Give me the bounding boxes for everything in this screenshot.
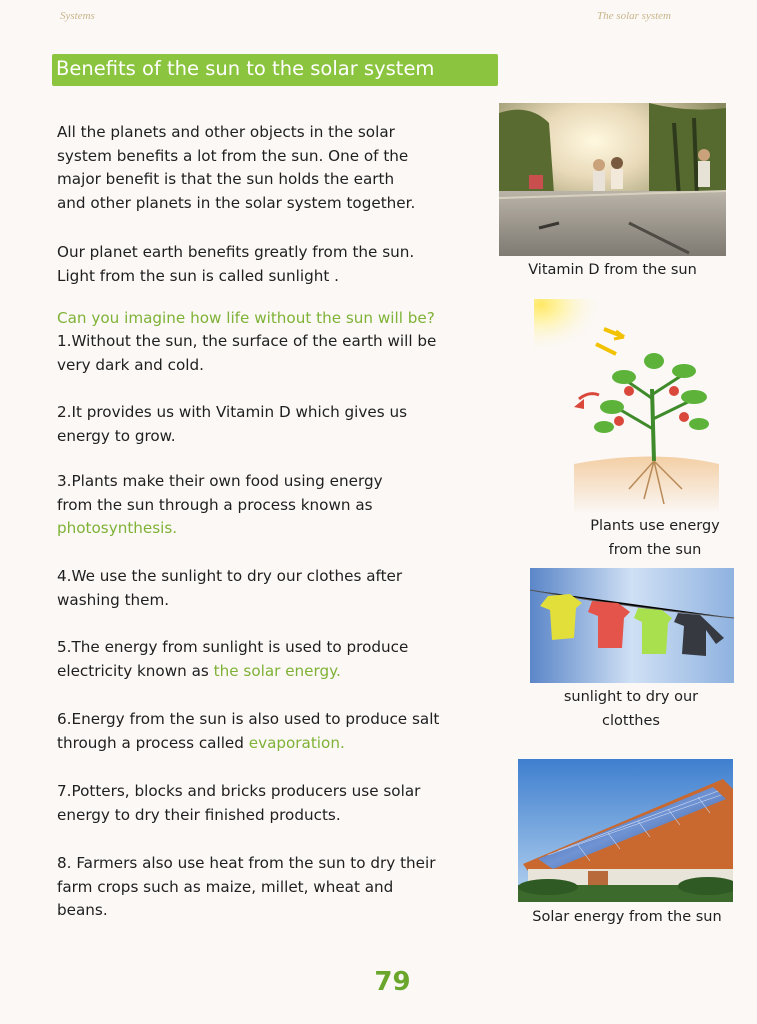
plant-illustration [534, 299, 724, 514]
point-line: 7.Potters, blocks and bricks producers use solar [57, 782, 421, 800]
point-term: evaporation. [248, 733, 345, 752]
point-line: energy to grow. [57, 426, 176, 445]
caption-line: Plants use energy [590, 518, 720, 534]
intro-line: All the planets and other objects in the solar [57, 123, 395, 141]
point-line: washing them. [57, 590, 170, 609]
intro-line: system benefits a lot from the sun. One of the [57, 146, 409, 165]
intro-paragraph-2 [57, 241, 414, 288]
caption-line: clotthes [602, 713, 660, 729]
clothesline-photo [530, 568, 734, 683]
clothes-caption [545, 685, 717, 733]
point-line [57, 732, 439, 756]
point-line: 4.We use the sunlight to dry our clothes after [57, 567, 403, 585]
benefit-point-1 [57, 330, 436, 377]
point-line: 3.Plants make their own food using energy [57, 472, 383, 490]
point-line: from the sun through a process known as [57, 495, 373, 514]
header-right: The solar system [597, 10, 671, 22]
question-line: Can you imagine how life without the sun will be? [57, 309, 435, 327]
page-title: Benefits of the sun to the solar system [56, 57, 435, 80]
solar-caption: Solar energy from the sun [532, 909, 722, 925]
benefit-point-3 [57, 470, 383, 541]
point-line: 6.Energy from the sun is also used to produce salt [57, 710, 440, 728]
point-term: the solar energy. [213, 661, 341, 680]
solar-panel-photo [518, 759, 733, 902]
vitamin-d-caption: Vitamin D from the sun [528, 262, 697, 278]
point-line: 1.Without the sun, the surface of the earth will be [57, 332, 437, 350]
intro-line: major benefit is that the sun holds the earth [57, 170, 395, 188]
point-line: energy to dry their finished products. [57, 805, 341, 824]
point-line: 2.It provides us with Vitamin D which gives us [57, 403, 408, 421]
benefit-point-6 [57, 708, 439, 755]
intro-line: Light from the sun is called sunlight . [57, 266, 339, 285]
point-text: electricity known as [57, 661, 214, 680]
point-line: 8. Farmers also use heat from the sun to dry their [57, 854, 436, 872]
header-left: Systems [60, 10, 95, 22]
benefit-point-4 [57, 565, 402, 612]
vitamin-d-photo [499, 103, 726, 256]
point-line: beans. [57, 901, 108, 919]
title-banner [52, 54, 498, 86]
point-line: farm crops such as maize, millet, wheat and [57, 877, 394, 896]
intro-paragraph [57, 121, 415, 215]
plants-caption [575, 514, 735, 562]
point-line: 5.The energy from sunlight is used to produce [57, 638, 409, 656]
caption-line: from the sun [608, 542, 702, 558]
benefit-point-5 [57, 636, 408, 683]
benefit-point-7 [57, 780, 420, 827]
page-number: 79 [374, 967, 411, 997]
point-term: photosynthesis. [57, 519, 178, 537]
benefit-point-8 [57, 852, 435, 923]
point-text: through a process called [57, 733, 249, 752]
point-line: very dark and cold. [57, 355, 204, 374]
intro-line: Our planet earth benefits greatly from the sun. [57, 243, 415, 261]
caption-line: sunlight to dry our [563, 689, 699, 705]
benefit-point-2 [57, 401, 407, 448]
point-line [57, 660, 408, 684]
intro-line: and other planets in the solar system together. [57, 193, 416, 212]
